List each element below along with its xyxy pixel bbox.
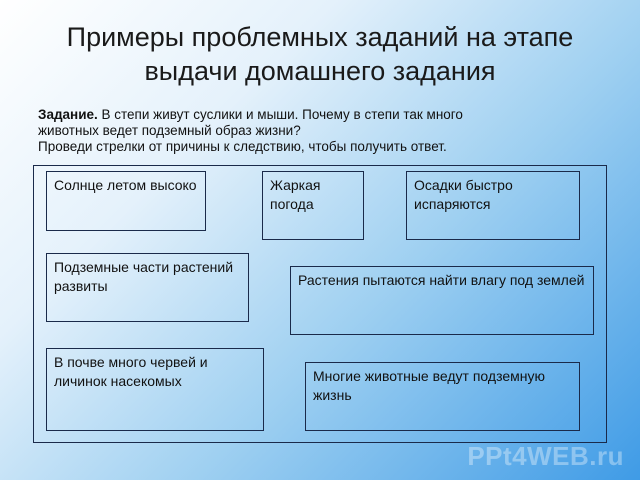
task-label: Задание.: [38, 107, 98, 122]
task-question-part-2: животных ведет подземный образ жизни?: [38, 123, 301, 138]
box-precipitation-evaporates[interactable]: Осадки быстро испаряются: [406, 171, 580, 240]
title-line-1: Примеры проблемных заданий на этапе: [66, 22, 574, 52]
box-sun-high[interactable]: Солнце летом высоко: [46, 171, 206, 231]
box-plants-seek-water[interactable]: Растения пытаются найти влагу под землей: [290, 266, 594, 335]
task-question-part-1: В степи живут суслики и мыши. Почему в степи так много: [97, 107, 463, 122]
slide-title: [0, 20, 640, 88]
watermark: PPt4WEB.ru: [467, 441, 624, 471]
title-line-2: выдачи домашнего задания: [144, 56, 496, 86]
task-instruction: Проведи стрелки от причины к следствию, чтобы получить ответ.: [38, 139, 447, 154]
box-underground-plant-parts[interactable]: Подземные части растений развиты: [46, 253, 249, 322]
box-hot-weather[interactable]: Жаркая погода: [262, 171, 364, 240]
box-animals-underground[interactable]: Многие животные ведут подземную жизнь: [305, 362, 580, 431]
box-worms-larvae[interactable]: В почве много червей и личинок насекомых: [46, 348, 264, 431]
task-text: [38, 107, 598, 155]
